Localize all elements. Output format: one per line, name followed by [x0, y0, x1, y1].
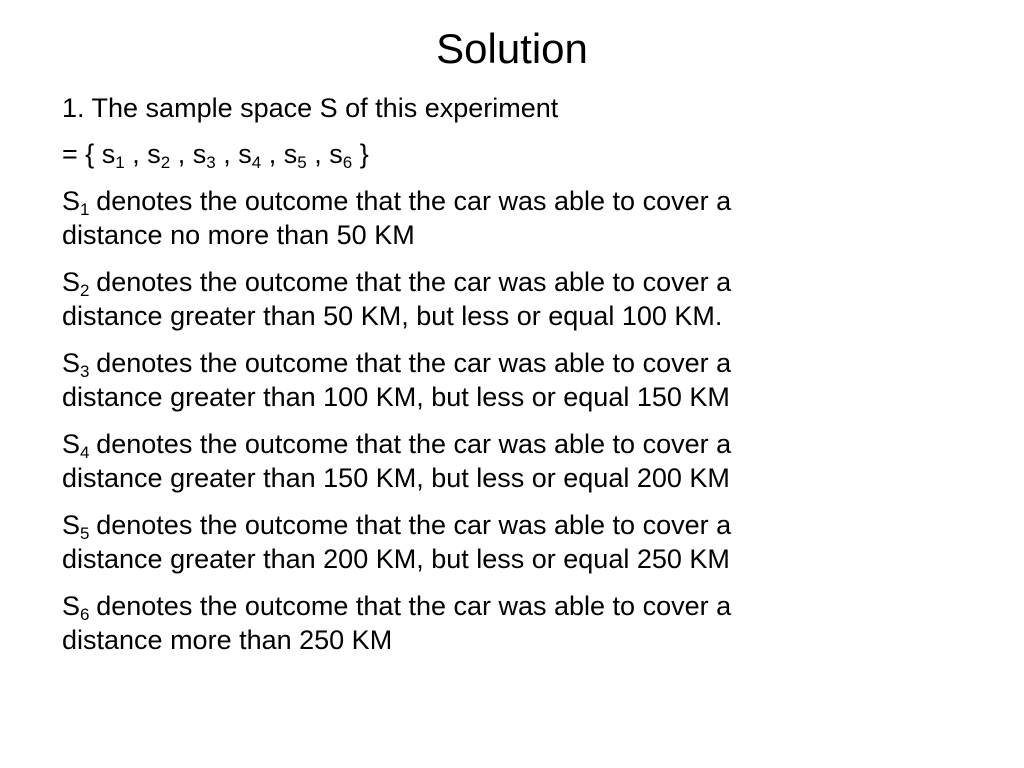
- outcome-line1: denotes the outcome that the car was able to cover a: [96, 591, 732, 621]
- set-subscript: 6: [342, 153, 353, 172]
- outcome-symbol: S: [62, 510, 81, 540]
- outcome-item: [62, 265, 962, 333]
- set-subscript: 1: [115, 153, 125, 172]
- set-subscript: 4: [251, 153, 262, 172]
- outcome-line1: denotes the outcome that the car was able to cover a: [96, 510, 732, 540]
- outcome-item: [62, 427, 962, 495]
- set-subscript: 5: [297, 153, 307, 172]
- outcome-item: [62, 184, 962, 252]
- outcome-line1: denotes the outcome that the car was able to cover a: [96, 429, 732, 459]
- slide-body: [62, 91, 962, 657]
- outcome-subscript: 3: [80, 362, 90, 381]
- set-open: = { s: [62, 139, 116, 169]
- outcome-symbol: S: [62, 348, 81, 378]
- slide-title: Solution: [436, 25, 588, 72]
- outcome-line2: distance greater than 150 KM, but less or equal 200 KM: [62, 463, 730, 493]
- outcome-line1: denotes the outcome that the car was able to cover a: [96, 186, 732, 216]
- outcome-line2: distance more than 250 KM: [62, 625, 393, 655]
- outcome-symbol: S: [62, 186, 81, 216]
- intro-line: 1. The sample space S of this experiment: [62, 93, 559, 123]
- outcome-subscript: 6: [80, 605, 90, 624]
- outcome-subscript: 4: [80, 443, 90, 462]
- outcome-symbol: S: [62, 267, 81, 297]
- set-separator: , s: [170, 139, 207, 169]
- outcome-item: [62, 508, 962, 576]
- outcome-item: [62, 346, 962, 414]
- outcome-line2: distance greater than 100 KM, but less or equal 150 KM: [62, 382, 730, 412]
- set-separator: , s: [306, 139, 343, 169]
- outcome-item: [62, 589, 962, 657]
- outcome-symbol: S: [62, 429, 81, 459]
- sample-space-set: [62, 137, 962, 171]
- set-subscript: 3: [206, 153, 216, 172]
- outcome-subscript: 2: [80, 281, 90, 300]
- set-separator: , s: [215, 139, 252, 169]
- outcome-symbol: S: [62, 591, 81, 621]
- set-separator: , s: [124, 139, 161, 169]
- outcome-line1: denotes the outcome that the car was able to cover a: [96, 267, 732, 297]
- outcome-line2: distance no more than 50 KM: [62, 220, 415, 250]
- set-separator: , s: [261, 139, 298, 169]
- outcome-line2: distance greater than 50 KM, but less or equal 100 KM.: [62, 301, 723, 331]
- outcome-line1: denotes the outcome that the car was able to cover a: [96, 348, 732, 378]
- outcome-line2: distance greater than 200 KM, but less or equal 250 KM: [62, 544, 730, 574]
- outcome-subscript: 5: [80, 524, 90, 543]
- outcome-subscript: 1: [80, 200, 90, 219]
- set-subscript: 2: [160, 153, 171, 172]
- set-separator: }: [352, 139, 369, 169]
